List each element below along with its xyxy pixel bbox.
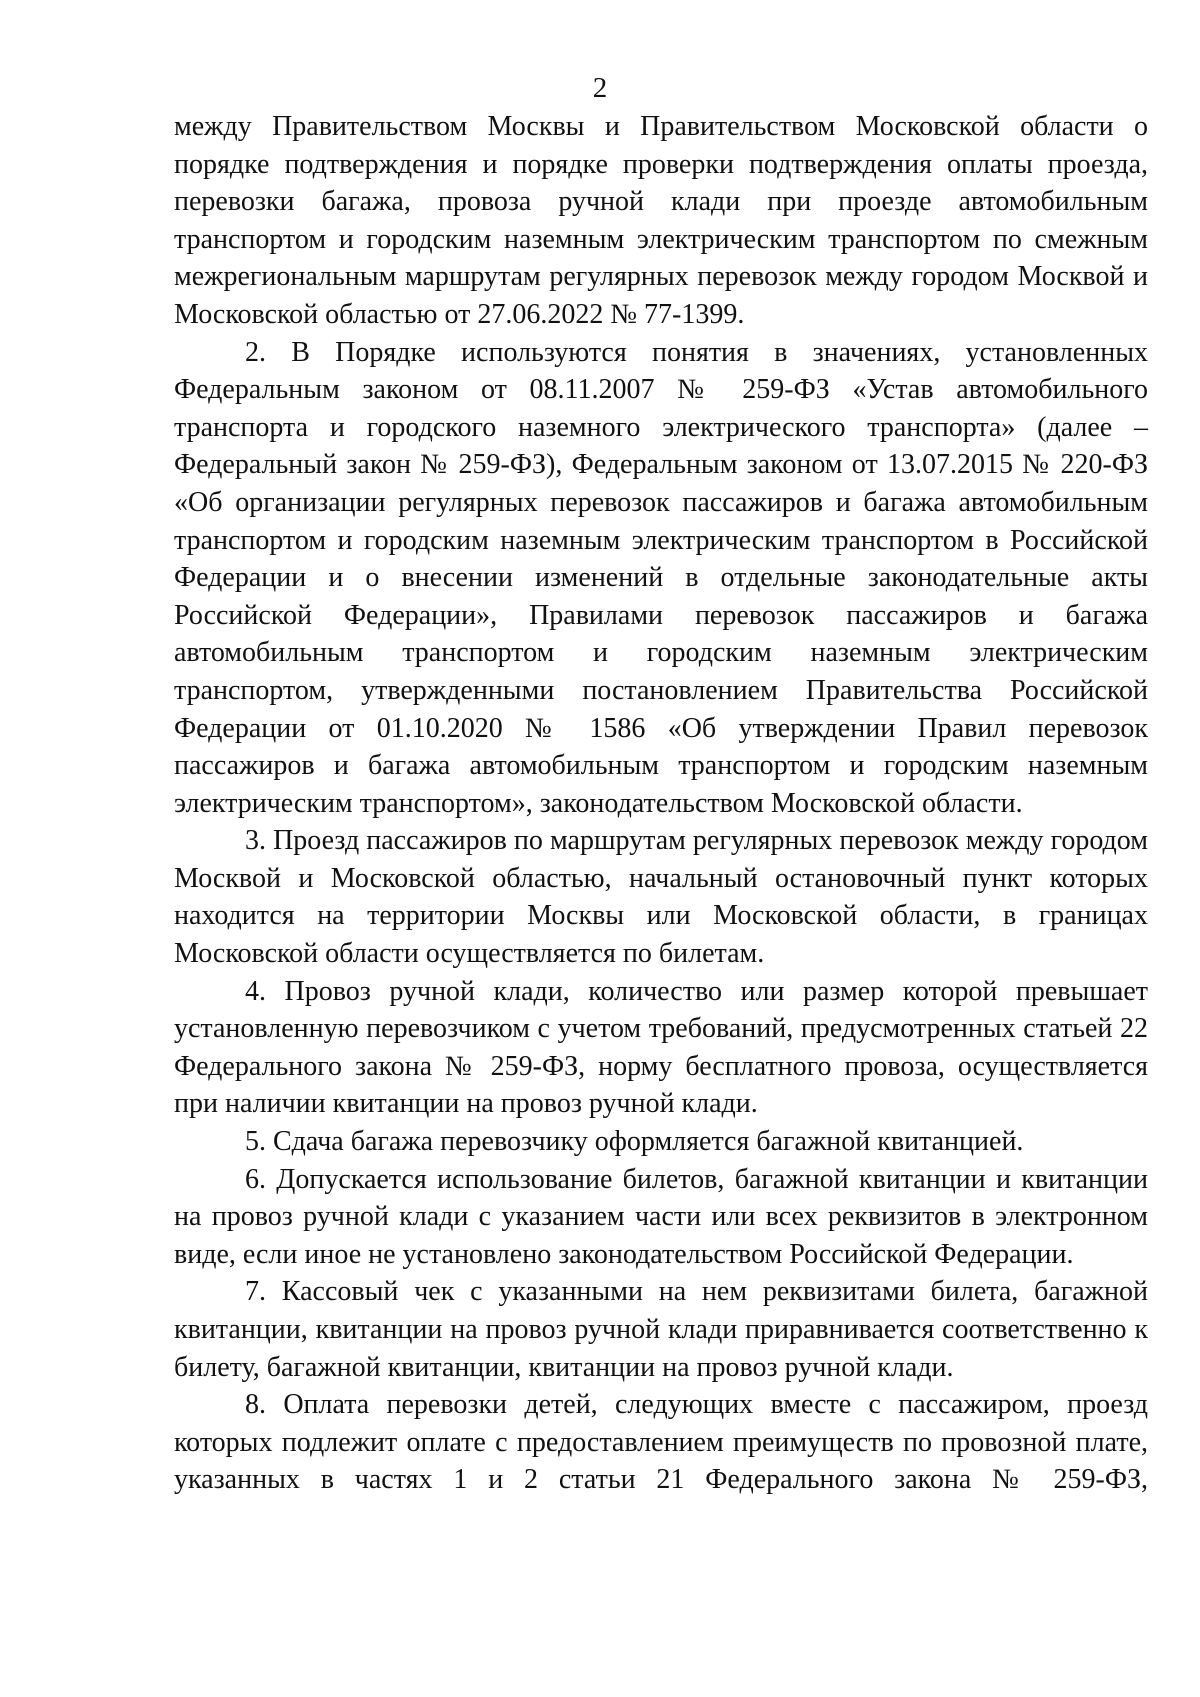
page-number: 2 (592, 72, 608, 104)
paragraph-2: 2. В Порядке используются понятия в значениях, установленных Федеральным законом от 08.11.2007 № 259-ФЗ «Устав автомобильного транспорта и городского наземного электрического транспорта» (далее – Федеральный закон № 259-ФЗ), Федеральным законом от 13.07.2015 № 220-ФЗ «Об организации регулярных перевозок пассажиров и багажа автомобильным транспортом и городским наземным электрическим транспортом в Российской Федерации и о внесении изменений в отдельные законодательные акты Российской Федерации», Правилами перевозок пассажиров и багажа автомобильным транспортом и городским наземным электрическим транспортом, утвержденными постановлением Правительства Российской Федерации от 01.10.2020 № 1586 «Об утверждении Правил перевозок пассажиров и багажа автомобильным транспортом и городским наземным электрическим транспортом», законодательством Московской области. (174, 336, 1148, 819)
paragraph-8: 8. Оплата перевозки детей, следующих вместе с пассажиром, проезд которых подлежит оплате с предоставлением преимуществ по провозной плате, указанных в частях 1 и 2 статьи 21 Федерального закона № 259-ФЗ, (174, 1389, 1148, 1496)
paragraph-5: 5. Сдача багажа перевозчику оформляется багажной квитанцией. (245, 1126, 1024, 1158)
paragraph-3: 3. Проезд пассажиров по маршрутам регулярных перевозок между городом Москвой и Московской областью, начальный остановочный пункт которых находится на территории Москвы или Московской области, в границах Московской области осуществляется по билетам. (174, 825, 1148, 970)
paragraph-6: 6. Допускается использование билетов, багажной квитанции и квитанции на провоз ручной клади с указанием части или всех реквизитов в электронном виде, если иное не установлено законодательством Российской Федерации. (174, 1163, 1148, 1270)
paragraph-continuation: между Правительством Москвы и Правительством Московской области о порядке подтверждения и порядке проверки подтверждения оплаты проезда, перевозки багажа, провоза ручной клади при проезде автомобильным транспортом и городским наземным электрическим транспортом по смежным межрегиональным маршрутам регулярных перевозок между городом Москвой и Московской областью от 27.06.2022 № 77-1399. (174, 111, 1148, 330)
paragraph-7: 7. Кассовый чек с указанными на нем реквизитами билета, багажной квитанции, квитанции на провоз ручной клади приравнивается соответственно к билету, багажной квитанции, квитанции на провоз ручной клади. (174, 1276, 1148, 1383)
paragraph-4: 4. Провоз ручной клади, количество или размер которой превышает установленную перевозчиком с учетом требований, предусмотренных статьей 22 Федерального закона № 259-ФЗ, норму бесплатного провоза, осуществляется при наличии квитанции на провоз ручной клади. (174, 975, 1148, 1120)
document-body (174, 108, 1148, 1499)
